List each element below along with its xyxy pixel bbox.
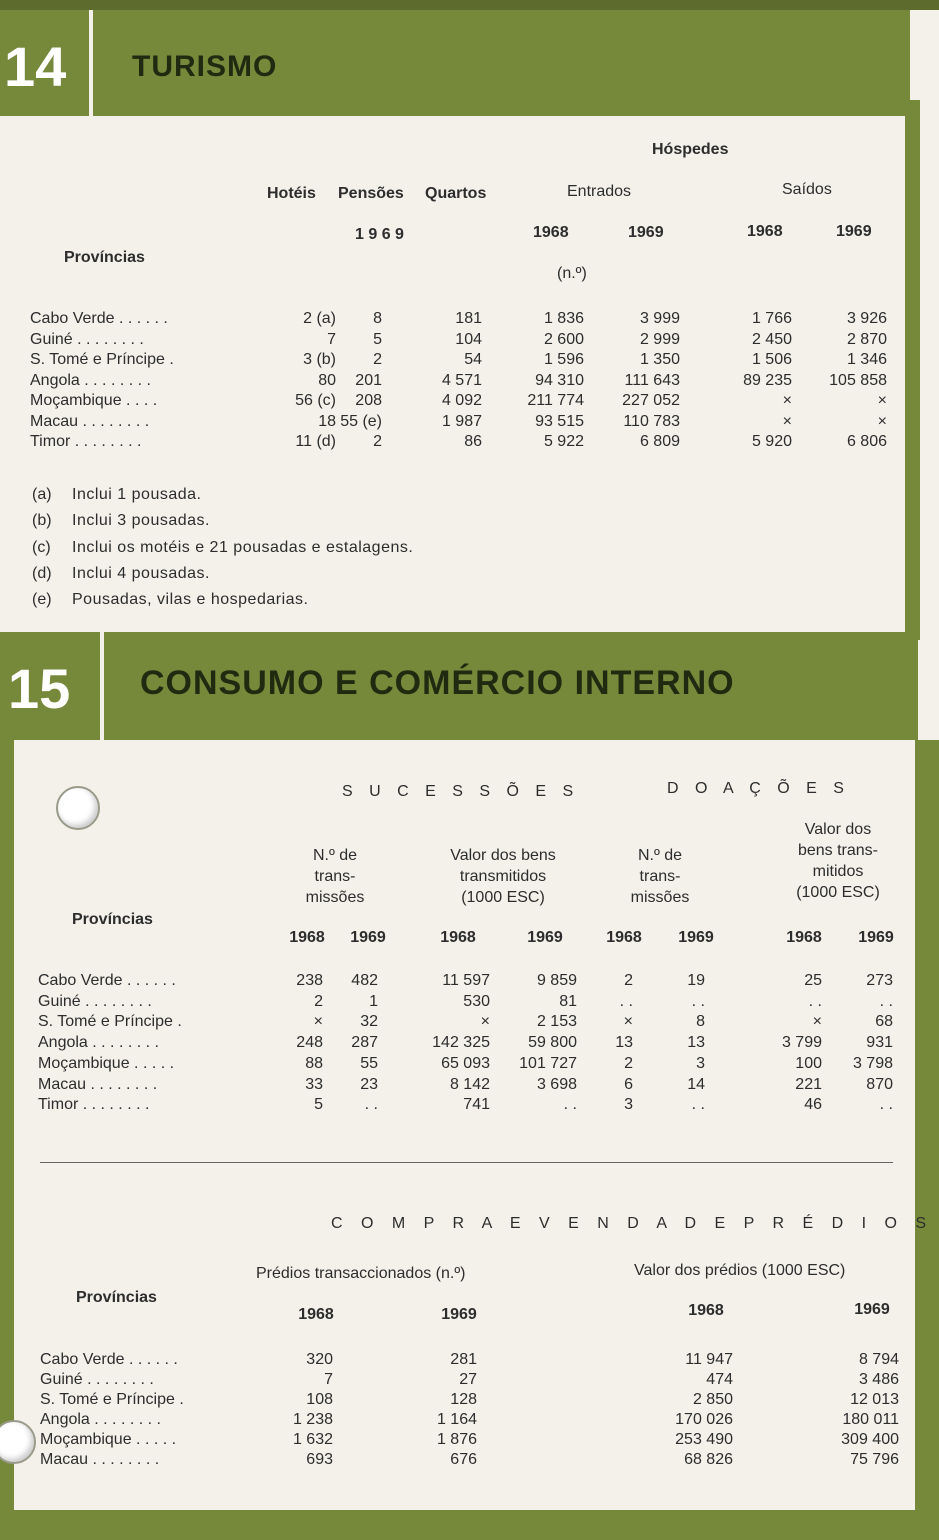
- table-cell: 320: [306, 1351, 333, 1368]
- table-cell: 25: [804, 972, 822, 989]
- table-cell: . .: [691, 1096, 705, 1114]
- table-cell: 81: [559, 992, 577, 1010]
- table-cell: 181: [455, 310, 482, 327]
- table-cell: 65 093: [441, 1054, 490, 1072]
- table-cell: ×: [782, 392, 792, 409]
- header-year: 1969: [854, 1301, 890, 1318]
- table-cell: . .: [879, 1096, 893, 1114]
- column-header: trans-: [639, 868, 681, 885]
- table-cell: 93 515: [535, 412, 584, 430]
- compra-venda-title: C O M P R A E V E N D A D E P R É D I O S: [331, 1215, 934, 1232]
- table-cell: 3 486: [858, 1371, 899, 1388]
- table-cell: 1 346: [846, 351, 887, 368]
- table-cell: 89 235: [743, 371, 792, 389]
- row-label: Timor . . . . . . . .: [38, 1096, 150, 1114]
- table-cell: 111 643: [624, 371, 680, 389]
- row-label: Angola . . . . . . . .: [38, 1034, 159, 1052]
- header-predios: Prédios transaccionados (n.º): [256, 1265, 466, 1282]
- table-cell: 238: [296, 972, 323, 989]
- table-cell: 693: [306, 1451, 333, 1468]
- header-year: 1968: [440, 929, 476, 946]
- column-header: bens trans-: [797, 842, 879, 859]
- column-header: missões: [305, 889, 365, 906]
- footnote-text: Pousadas, vilas e hospedarias.: [72, 591, 309, 609]
- table-cell: 3 (b): [303, 351, 336, 368]
- table-cell: 1 596: [543, 351, 584, 368]
- table-cell: 2 450: [751, 330, 792, 348]
- bottom-band: [0, 1510, 939, 1540]
- table-cell: 8 794: [858, 1351, 899, 1368]
- row-label: Moçambique . . . .: [30, 392, 158, 409]
- table-cell: 1 766: [751, 310, 792, 327]
- table-cell: 3: [624, 1096, 633, 1114]
- section-title: CONSUMO E COMÉRCIO INTERNO: [140, 664, 735, 702]
- table-cell: 870: [866, 1075, 893, 1093]
- table-cell: 2 870: [846, 330, 887, 348]
- table-cell: 104: [455, 330, 482, 348]
- header-year: 1969: [628, 224, 664, 241]
- column-header: Valor dos bens: [450, 847, 556, 864]
- table-cell: 287: [351, 1034, 378, 1052]
- table-cell: 227 052: [622, 392, 680, 409]
- row-label: Moçambique . . . . .: [40, 1431, 177, 1448]
- header-hospedes: Hóspedes: [652, 141, 729, 158]
- header-saidos: Saídos: [782, 181, 832, 198]
- table-cell: 201: [355, 371, 382, 389]
- table-cell: 23: [360, 1075, 378, 1093]
- table-cell: 11 (d): [295, 433, 336, 450]
- column-header: missões: [630, 889, 690, 906]
- header-year: 1968: [606, 929, 642, 946]
- table-cell: 56 (c): [295, 392, 336, 409]
- table-cell: 100: [795, 1054, 822, 1072]
- table-cell: 1 876: [436, 1431, 477, 1448]
- table-cell: 273: [866, 972, 893, 989]
- divider: [100, 632, 104, 740]
- table-cell: 55 (e): [340, 412, 382, 430]
- table-cell: . .: [808, 992, 822, 1010]
- table-cell: 180 011: [842, 1411, 899, 1428]
- table-cell: 128: [450, 1391, 477, 1408]
- table-cell: 68: [875, 1013, 893, 1031]
- column-header: (1000 ESC): [461, 889, 545, 906]
- header-year: 1969: [836, 223, 872, 240]
- table-cell: . .: [879, 992, 893, 1010]
- header-doacoes: D O A Ç Õ E S: [667, 780, 850, 797]
- header-year: 1969: [678, 929, 714, 946]
- header-year: 1968: [747, 223, 783, 240]
- table-cell: 54: [464, 351, 482, 368]
- table-cell: 105 858: [829, 371, 887, 389]
- table-cell: 9 859: [536, 972, 577, 989]
- table-cell: 1 987: [441, 412, 482, 430]
- table-cell: 676: [450, 1451, 477, 1468]
- row-label: Moçambique . . . . .: [38, 1054, 175, 1072]
- table-cell: 5: [314, 1096, 323, 1114]
- table-cell: 3 999: [639, 310, 680, 327]
- footnote-marker: (b): [32, 512, 52, 530]
- table-cell: 68 826: [684, 1451, 733, 1468]
- header-year: 1968: [786, 929, 822, 946]
- table-cell: 32: [360, 1013, 378, 1031]
- table-cell: 6: [624, 1075, 633, 1093]
- column-header: N.º de: [312, 847, 358, 864]
- section-number: 15: [8, 657, 71, 720]
- table-cell: 3 799: [781, 1034, 822, 1052]
- table-cell: 309 400: [841, 1431, 899, 1448]
- table-cell: 27: [459, 1371, 477, 1388]
- footnote-text: Inclui 4 pousadas.: [72, 564, 210, 582]
- table-cell: 1 632: [292, 1431, 333, 1448]
- table-cell: 482: [351, 972, 378, 989]
- header-pensoes: Pensões: [338, 185, 404, 202]
- header-year: 1969: [350, 929, 386, 946]
- table-cell: 19: [687, 972, 705, 989]
- footnote-text: Inclui 3 pousadas.: [72, 512, 210, 530]
- footnote-text: Inclui 1 pousada.: [72, 486, 202, 503]
- table-cell: 2 (a): [303, 310, 336, 327]
- column-header: trans-: [314, 868, 356, 885]
- table-cell: 7: [324, 1371, 333, 1388]
- table-cell: 33: [305, 1075, 323, 1093]
- table-cell: ×: [313, 1013, 323, 1031]
- row-label: Angola . . . . . . . .: [30, 371, 151, 389]
- table-cell: 14: [687, 1075, 705, 1093]
- header-provincias: Províncias: [64, 249, 145, 266]
- row-label: Cabo Verde . . . . . .: [40, 1351, 178, 1368]
- table-cell: 221: [795, 1075, 822, 1093]
- row-label: Guiné . . . . . . . .: [38, 992, 152, 1010]
- table-cell: 281: [450, 1351, 477, 1368]
- table-cell: 4 092: [441, 392, 482, 409]
- header-entrados: Entrados: [567, 183, 632, 200]
- table-cell: 18: [318, 412, 336, 430]
- table-cell: 6 809: [639, 433, 680, 450]
- table-cell: 1: [369, 992, 378, 1010]
- table-cell: 5: [373, 330, 382, 348]
- table-cell: 86: [464, 433, 482, 450]
- table-cell: 46: [804, 1096, 822, 1114]
- table-cell: 75 796: [850, 1451, 899, 1468]
- table-cell: 3 698: [536, 1075, 577, 1093]
- row-label: Macau . . . . . . . .: [38, 1075, 158, 1093]
- table-cell: 2: [373, 351, 382, 368]
- binder-hole: [56, 786, 100, 830]
- footnote-marker: (e): [32, 591, 52, 609]
- section-number: 14: [4, 35, 67, 98]
- header-valor: Valor dos prédios (1000 ESC): [634, 1262, 846, 1279]
- header-year: 1968: [533, 224, 569, 241]
- header-unit: (n.º): [557, 265, 587, 282]
- table-cell: 3 798: [852, 1054, 893, 1072]
- table-cell: 3: [696, 1054, 705, 1072]
- table-cell: 13: [687, 1034, 705, 1052]
- table-cell: 741: [463, 1096, 490, 1114]
- table-cell: 4 571: [441, 371, 482, 389]
- table-cell: . .: [364, 1096, 378, 1114]
- table-cell: 80: [318, 371, 336, 389]
- right-border: [905, 100, 920, 640]
- table-cell: 211 774: [527, 392, 584, 409]
- table-cell: 110 783: [623, 412, 680, 430]
- table-cell: 2: [373, 433, 382, 450]
- table-cell: 12 013: [850, 1391, 899, 1408]
- table-cell: ×: [877, 412, 887, 430]
- footnote-marker: (a): [32, 486, 52, 503]
- table-cell: ×: [480, 1013, 490, 1031]
- table-cell: . .: [619, 992, 633, 1010]
- row-label: Cabo Verde . . . . . .: [38, 972, 176, 989]
- table-cell: 59 800: [528, 1034, 577, 1052]
- divider: [89, 10, 93, 116]
- footnote-marker: (c): [32, 538, 51, 556]
- column-header: N.º de: [637, 847, 683, 864]
- table-cell: 2: [624, 1054, 633, 1072]
- table-cell: 2: [314, 992, 323, 1010]
- table-cell: ×: [782, 412, 792, 430]
- table-cell: 94 310: [535, 371, 584, 389]
- table-cell: 142 325: [432, 1034, 490, 1052]
- header-year: 1 9 6 9: [355, 226, 404, 243]
- column-header: Valor dos: [804, 821, 872, 838]
- table-cell: ×: [623, 1013, 633, 1031]
- table-cell: 530: [463, 992, 490, 1010]
- table-cell: . .: [563, 1096, 577, 1114]
- column-header: mitidos: [812, 863, 864, 880]
- row-label: S. Tomé e Príncipe .: [40, 1391, 184, 1408]
- table-cell: 8: [696, 1013, 705, 1031]
- table-cell: 55: [360, 1054, 378, 1072]
- table-cell: 1 350: [639, 351, 680, 368]
- table-cell: ×: [812, 1013, 822, 1031]
- column-header: transmitidos: [459, 868, 547, 885]
- header-provincias: Províncias: [76, 1289, 157, 1306]
- table-cell: 1 238: [292, 1411, 333, 1428]
- separator-line: [40, 1162, 893, 1163]
- table-cell: 2: [624, 972, 633, 989]
- table-cell: 108: [306, 1391, 333, 1408]
- table-cell: 208: [355, 392, 382, 409]
- header-sucessoes: S U C E S S Õ E S: [342, 783, 580, 800]
- header-year: 1969: [527, 929, 563, 946]
- header-provincias: Províncias: [72, 911, 153, 928]
- header-quartos: Quartos: [425, 185, 487, 202]
- table-cell: 931: [866, 1034, 893, 1052]
- row-label: Guiné . . . . . . . .: [30, 330, 144, 348]
- table-cell: 2 850: [692, 1391, 733, 1408]
- table-cell: 5 922: [543, 433, 584, 450]
- table-cell: 8: [373, 310, 382, 327]
- table-cell: 88: [305, 1054, 323, 1072]
- table-cell: . .: [691, 992, 705, 1010]
- table-cell: 3 926: [846, 310, 887, 327]
- row-label: S. Tomé e Príncipe .: [38, 1013, 182, 1031]
- column-header: (1000 ESC): [796, 884, 880, 901]
- table-cell: 7: [327, 330, 336, 348]
- table-cell: 170 026: [675, 1411, 733, 1428]
- table-cell: 253 490: [675, 1431, 733, 1448]
- row-label: Angola . . . . . . . .: [40, 1411, 161, 1428]
- footnote-marker: (d): [32, 564, 52, 582]
- table-cell: 6 806: [846, 433, 887, 450]
- top-edge: [0, 0, 939, 10]
- row-label: Macau . . . . . . . .: [30, 412, 150, 430]
- table-cell: 2 999: [639, 330, 680, 348]
- table-cell: 101 727: [519, 1054, 577, 1072]
- table-cell: 13: [615, 1034, 633, 1052]
- table-cell: 248: [296, 1034, 323, 1052]
- header-year: 1969: [441, 1306, 477, 1323]
- row-label: S. Tomé e Príncipe .: [30, 351, 174, 368]
- table-cell: 474: [706, 1371, 733, 1388]
- table-cell: 2 600: [543, 330, 584, 348]
- row-label: Macau . . . . . . . .: [40, 1451, 160, 1468]
- table-cell: ×: [877, 392, 887, 409]
- left-border: [0, 740, 14, 1520]
- table-cell: 1 164: [436, 1411, 477, 1428]
- header-hoteis: Hotéis: [267, 185, 316, 202]
- row-label: Cabo Verde . . . . . .: [30, 310, 168, 327]
- header-year: 1969: [858, 929, 894, 946]
- table-cell: 1 836: [543, 310, 584, 327]
- footnote-text: Inclui os motéis e 21 pousadas e estalagens.: [72, 538, 414, 556]
- row-label: Guiné . . . . . . . .: [40, 1371, 154, 1388]
- header-year: 1968: [688, 1302, 724, 1319]
- table-cell: 5 920: [751, 433, 792, 450]
- header-year: 1968: [298, 1306, 334, 1323]
- binder-hole: [0, 1420, 36, 1464]
- table-cell: 2 153: [536, 1013, 577, 1031]
- table-cell: 8 142: [449, 1075, 490, 1093]
- header-year: 1968: [289, 929, 325, 946]
- row-label: Timor . . . . . . . .: [30, 433, 142, 450]
- section-title: TURISMO: [132, 50, 278, 83]
- table-cell: 11 597: [442, 972, 490, 989]
- table-cell: 1 506: [751, 351, 792, 368]
- table-cell: 11 947: [685, 1351, 733, 1368]
